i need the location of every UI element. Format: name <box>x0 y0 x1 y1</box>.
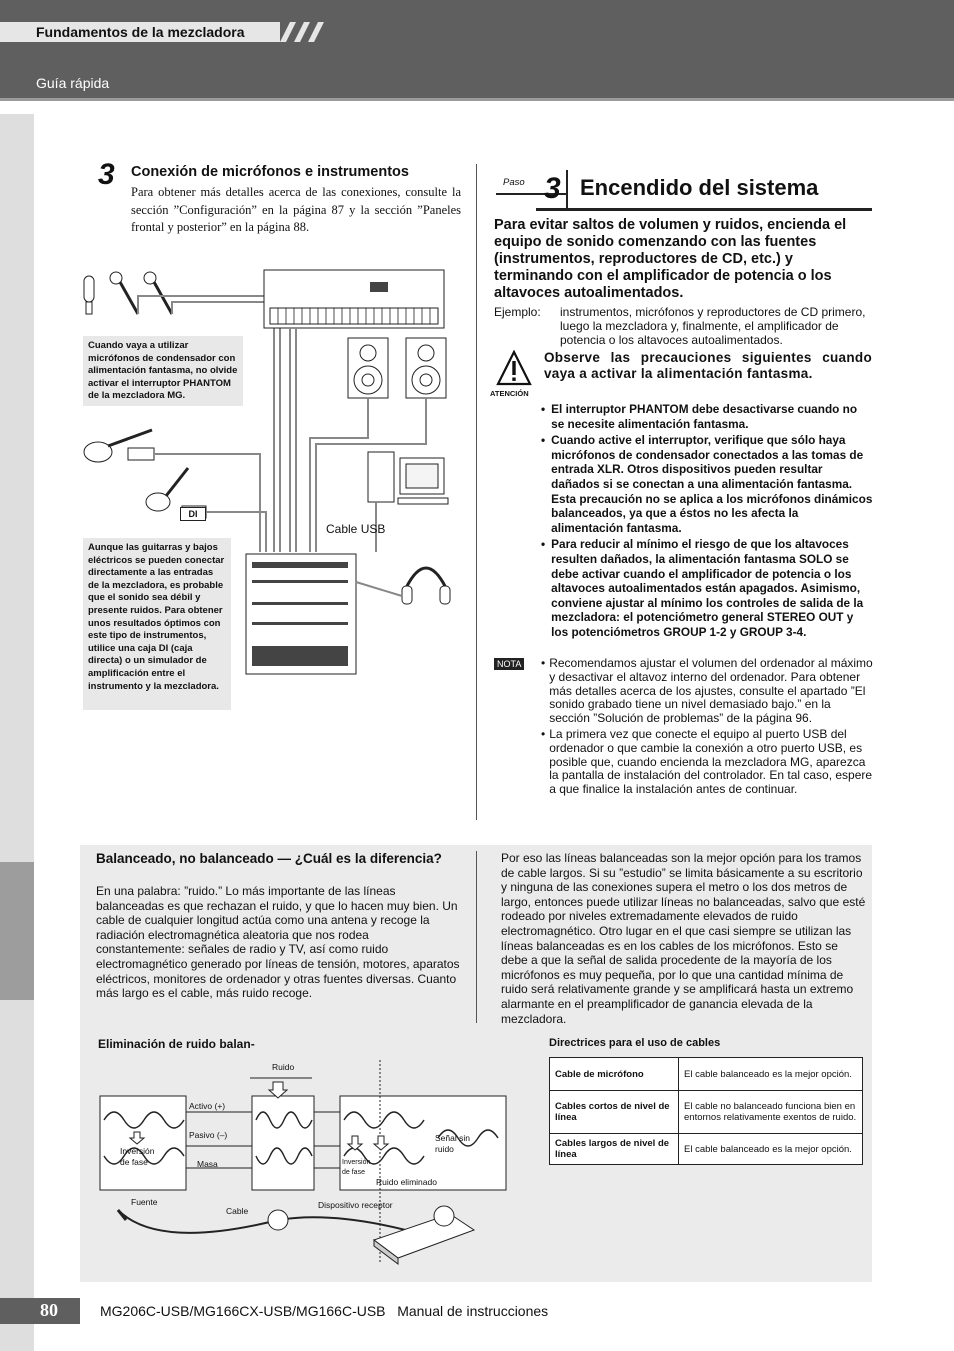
column-divider <box>476 164 477 820</box>
step-number-right: 3 <box>544 172 561 205</box>
caution-item: • Para reducir al mínimo el riesgo de que los altavoces resulten dañados, la alimentación fantasma SOLO se debe activar cuando el amplificador de potencia o los altavoces autoalimentados están apagados. Asimismo, conviene ajustar al mínimo los controles de salida de la mezcladora: el potenciómetro general STEREO OUT y los potenciómetros GROUP 1-2 y GROUP 3-4. <box>541 537 864 639</box>
label-inversion: Inversión de fase <box>120 1146 155 1167</box>
manual-title: MG206C-USB/MG166CX-USB/MG166C-USB Manual de instrucciones <box>100 1303 549 1319</box>
step-number-divider <box>566 170 568 210</box>
nota-badge: NOTA <box>494 658 524 670</box>
section-title: Fundamentos de la mezcladora <box>36 24 245 40</box>
caution-list <box>541 402 873 640</box>
di-box-label: DI <box>180 507 206 521</box>
cable-advice-cell: El cable balanceado es la mejor opción. <box>679 1134 863 1165</box>
section-subtitle: Guía rápida <box>36 75 110 91</box>
balanced-para-left: En una palabra: ”ruido.” Lo más importante de las líneas balanceadas es que rechazan el ruido, y que lo hacen muy bien. Un cable de cualquier longitud actúa como una antena y recoge la radiación electromagnética aleatoria que nos rodea constantemente: señales de radio y TV, así como ruido electromagnético generado por líneas de tensión, motores, aparatos eléctricos, monitores de ordenador y otras fuentes diversas. Cuanto más largo es el cable, más ruido recoge. <box>96 884 460 1001</box>
cable-type-cell: Cables cortos de nivel de línea <box>550 1091 679 1134</box>
step-number-left: 3 <box>98 158 115 191</box>
bullet-icon: • <box>541 726 546 741</box>
usb-cable-label: Cable USB <box>326 522 386 536</box>
keyboard-synth-icon <box>264 270 444 328</box>
step-body-left: Para obtener más detalles acerca de las conexiones, consulte la sección ”Configuración” en la página 87 y la sección ”Paneles frontal y posterior” en la página 88. <box>131 185 461 234</box>
note-guitars: Aunque las guitarras y bajos eléctricos se pueden conectar directamente a las entradas de la mezcladora, es probable que el sonido sea débil y presente ruidos. Para obtener unos resultados óptimos con este tipo de instrumentos, utilice una caja DI (caja directa) o un simulador de amplificación entre el instrumento y la mezcladora. <box>83 538 231 710</box>
label-senal: Señal sin ruido <box>435 1133 470 1154</box>
step-title-rule <box>536 208 872 211</box>
table-row <box>550 1058 863 1091</box>
caution-label: ATENCIÓN <box>490 389 529 398</box>
header-slash-icon <box>270 22 326 42</box>
label-receptor: Dispositivo receptor <box>318 1200 393 1210</box>
mixer-icon <box>246 554 356 674</box>
nota-item: • La primera vez que conecte el equipo al puerto USB del ordenador o que cambie la conexión a otro puerto USB, es posible que, cuando encienda la mezcladora MG, aparezca la pantalla de instalación del controlador. En tal caso, espere a que finalice la instalación antes de continuar. <box>541 726 873 797</box>
label-cable: Cable <box>226 1206 249 1216</box>
panel-divider <box>476 851 477 1023</box>
header-rule <box>0 98 954 101</box>
left-margin-strip <box>0 114 34 1351</box>
page-number: 80 <box>40 1300 58 1320</box>
dynamic-microphone-icon <box>110 272 172 314</box>
caution-item: • Cuando active el interruptor, verifique que sólo haya micrófonos de condensador conectados a las tomas de entrada XLR. Otros dispositivos pueden resultar dañados si se conectan a una alimentación fantasma. Esta precaución no se aplica a los micrófonos dinámicos balanceados, ya que a éstos no les afecta la alimentación fantasma. <box>541 433 873 535</box>
left-margin-tab <box>0 862 34 1000</box>
cable-guidelines-table <box>549 1057 863 1165</box>
bullet-icon: • <box>541 537 546 552</box>
label-ruido: Ruido <box>272 1062 295 1072</box>
paso-label: Paso <box>503 177 525 188</box>
computer-icon <box>368 452 448 504</box>
microphone-icon <box>84 276 94 314</box>
nota-item: • Recomendamos ajustar el volumen del ordenador al máximo y desactivar el altavoz interno del ordenador. Para obtener más detalles acerca de los ajustes, consulte el apartado ”El sonido grabado tiene un nivel demasiado bajo.” en la sección ”Solución de problemas” de la página 96. <box>541 656 873 726</box>
page-header <box>0 0 954 98</box>
cable-type-cell: Cable de micrófono <box>550 1058 679 1091</box>
label-activo: Activo (+) <box>189 1101 226 1111</box>
bullet-icon: • <box>541 433 546 448</box>
example-label: Ejemplo: <box>494 305 541 319</box>
example-text: instrumentos, micrófonos y reproductores de CD primero, luego la mezcladora y, finalmente, el amplificador de potencia o los altavoces autoalimentados. <box>560 305 866 348</box>
cable-advice-cell: El cable no balanceado funciona bien en entornos relativamente exentos de ruido. <box>679 1091 863 1134</box>
bullet-icon: • <box>541 402 546 416</box>
label-masa: Masa <box>197 1159 218 1169</box>
cable-type-cell: Cables largos de nivel de línea <box>550 1134 679 1165</box>
label-pasivo: Pasivo (–) <box>189 1130 228 1140</box>
diagram-title: Eliminación de ruido balan- <box>98 1037 255 1051</box>
table-row <box>550 1134 863 1165</box>
step-title-left: Conexión de micrófonos e instrumentos <box>131 164 409 180</box>
note-condenser: Cuando vaya a utilizar micrófonos de condensador con alimentación fantasma, no olvide activar el interruptor PHANTOM de la mezcladora MG. <box>83 336 243 406</box>
cable-advice-cell: El cable balanceado es la mejor opción. <box>679 1058 863 1091</box>
table-title: Directrices para el uso de cables <box>549 1037 721 1049</box>
nota-list <box>541 657 873 797</box>
label-inversion-receptor: Inversión de fase <box>342 1159 371 1176</box>
caution-title: Observe las precauciones siguientes cuando vaya a activar la alimentación fantasma. <box>544 350 872 381</box>
label-eliminado: Ruido eliminado <box>376 1177 437 1187</box>
balanced-para-right: Por eso las líneas balanceadas son la mejor opción para los tramos de cable largos. Si su ”estudio” se limita básicamente a su escritorio y ninguna de las conexiones supera el metro o los dos metros de largo, entonces puede utilizar líneas no balanceadas, salvo que esté rodeado por niveles extremadamente elevados de ruido electromagnético. Otro lugar en el que casi siempre se utilizan las líneas balanceadas es en los cables de los micrófonos. Esto se debe a que la señal de salida procedente de la mayoría de los micrófonos es muy pequeña, por lo que una cantidad mínima de ruido será relativamente grande y se amplificará hasta un extremo alarmante en el preamplificador de ganancia elevada de la mezcladora. <box>501 851 866 1026</box>
acoustic-guitar-icon <box>84 430 154 462</box>
headphones-icon <box>402 568 450 604</box>
balanced-title: Balanceado, no balanceado — ¿Cuál es la diferencia? <box>96 851 442 866</box>
step-title-right: Encendido del sistema <box>580 175 819 200</box>
label-fuente: Fuente <box>131 1197 158 1207</box>
step-lead: Para evitar saltos de volumen y ruidos, encienda el equipo de sonido comenzando con las fuentes (instrumentos, reproductores de CD, etc.) y terminando con el amplificador de potencia o los altavoces autoalimentados. <box>494 217 847 301</box>
bullet-icon: • <box>541 656 546 670</box>
mixer-icon <box>374 1214 474 1264</box>
caution-item: • El interruptor PHANTOM debe desactivarse cuando no se necesite alimentación fantasma. <box>541 402 858 431</box>
warning-icon <box>496 350 532 386</box>
speaker-icon <box>348 338 446 398</box>
table-row <box>550 1091 863 1134</box>
